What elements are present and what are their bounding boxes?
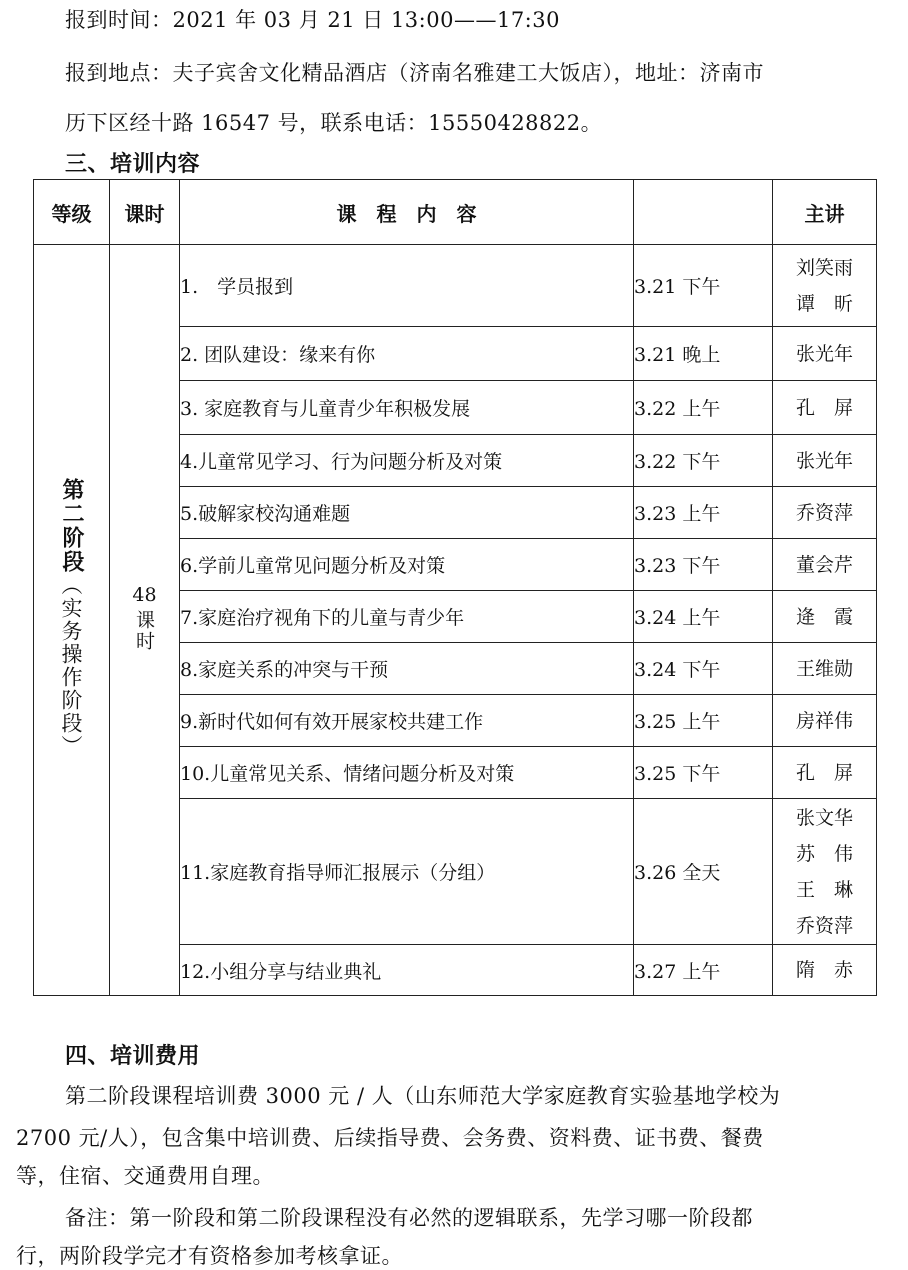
date-cell: 3.25 下午 [634, 747, 773, 799]
teacher-cell [773, 381, 877, 435]
teacher-name: 董会芹 [795, 553, 853, 576]
course-cell: 8.家庭关系的冲突与干预 [180, 643, 634, 695]
course-cell: 1. 学员报到 [180, 245, 634, 327]
course-cell: 12.小组分享与结业典礼 [180, 945, 634, 996]
teacher-name: 谭 昕 [795, 292, 853, 315]
course-cell: 6.学前儿童常见问题分析及对策 [180, 539, 634, 591]
report-place-line2: 历下区经十路 16547 号，联系电话：15550428822。 [65, 111, 603, 135]
date-cell: 3.24 上午 [634, 591, 773, 643]
hours-cell [110, 245, 180, 996]
course-cell: 5.破解家校沟通难题 [180, 487, 634, 539]
table-row [34, 245, 877, 327]
date-cell: 3.26 全天 [634, 799, 773, 945]
hours-number: 48 [132, 583, 157, 606]
table-header-row [34, 180, 877, 245]
teacher-name: 刘笑雨 [795, 256, 853, 279]
teacher-cell [773, 945, 877, 996]
header-content: 课 程 内 容 [180, 180, 634, 245]
teacher-cell [773, 487, 877, 539]
stage-main-label: 第二阶段 [59, 477, 84, 574]
teacher-name: 王 琳 [795, 878, 853, 901]
note-line1: 备注：第一阶段和第二阶段课程没有必然的逻辑联系，先学习哪一阶段都 [65, 1206, 753, 1230]
teacher-name: 张光年 [795, 449, 853, 472]
teacher-cell [773, 643, 877, 695]
teacher-name: 王维勋 [795, 657, 853, 680]
date-cell: 3.22 上午 [634, 381, 773, 435]
teacher-name: 隋 赤 [795, 959, 853, 981]
teacher-cell [773, 747, 877, 799]
date-cell: 3.21 下午 [634, 245, 773, 327]
date-cell: 3.24 下午 [634, 643, 773, 695]
stage-sub-label: （实务操作阶段） [59, 573, 83, 758]
header-date [634, 180, 773, 245]
fees-line1: 第二阶段课程培训费 3000 元 / 人（山东师范大学家庭教育实验基地学校为 [65, 1084, 781, 1108]
date-cell: 3.22 下午 [634, 435, 773, 487]
report-place-line1: 报到地点：夫子宾舍文化精品酒店（济南名雅建工大饭店），地址：济南市 [65, 61, 764, 85]
hours-unit: 课时 [133, 609, 155, 652]
teacher-cell [773, 799, 877, 945]
note-line2: 行，两阶段学完才有资格参加考核拿证。 [16, 1244, 403, 1268]
teacher-cell [773, 245, 877, 327]
teacher-cell [773, 327, 877, 381]
teacher-cell [773, 435, 877, 487]
course-cell: 11.家庭教育指导师汇报展示（分组） [180, 799, 634, 945]
date-cell: 3.27 上午 [634, 945, 773, 996]
section3-title: 三、培训内容 [65, 152, 201, 177]
teacher-cell [773, 695, 877, 747]
stage-cell [34, 245, 110, 996]
teacher-name: 苏 伟 [795, 842, 853, 865]
course-cell: 7.家庭治疗视角下的儿童与青少年 [180, 591, 634, 643]
date-cell: 3.25 上午 [634, 695, 773, 747]
course-cell: 4.儿童常见学习、行为问题分析及对策 [180, 435, 634, 487]
section4-title: 四、培训费用 [65, 1044, 201, 1069]
teacher-name: 乔资萍 [795, 501, 853, 524]
course-cell: 2. 团队建设：缘来有你 [180, 327, 634, 381]
teacher-name: 乔资萍 [795, 914, 853, 937]
fees-line2: 2700 元/人），包含集中培训费、后续指导费、会务费、资料费、证书费、餐费 [16, 1126, 764, 1150]
table-body [34, 245, 877, 996]
report-time: 报到时间：2021 年 03 月 21 日 13:00——17:30 [65, 8, 560, 32]
teacher-name: 房祥伟 [795, 709, 853, 732]
header-level: 等级 [34, 180, 110, 245]
course-cell: 10.儿童常见关系、情绪问题分析及对策 [180, 747, 634, 799]
date-cell: 3.23 下午 [634, 539, 773, 591]
teacher-cell [773, 539, 877, 591]
fees-line3: 等，住宿、交通费用自理。 [16, 1164, 274, 1188]
date-cell: 3.23 上午 [634, 487, 773, 539]
teacher-name: 孔 屏 [795, 396, 853, 419]
date-cell: 3.21 晚上 [634, 327, 773, 381]
teacher-name: 孔 屏 [795, 761, 853, 784]
teacher-cell [773, 591, 877, 643]
header-teacher: 主讲 [773, 180, 877, 245]
teacher-name: 张光年 [795, 342, 853, 365]
schedule-table [33, 179, 877, 996]
header-hours: 课时 [110, 180, 180, 245]
teacher-name: 逄 霞 [795, 605, 853, 628]
course-cell: 3. 家庭教育与儿童青少年积极发展 [180, 381, 634, 435]
teacher-name: 张文华 [795, 806, 853, 829]
course-cell: 9.新时代如何有效开展家校共建工作 [180, 695, 634, 747]
